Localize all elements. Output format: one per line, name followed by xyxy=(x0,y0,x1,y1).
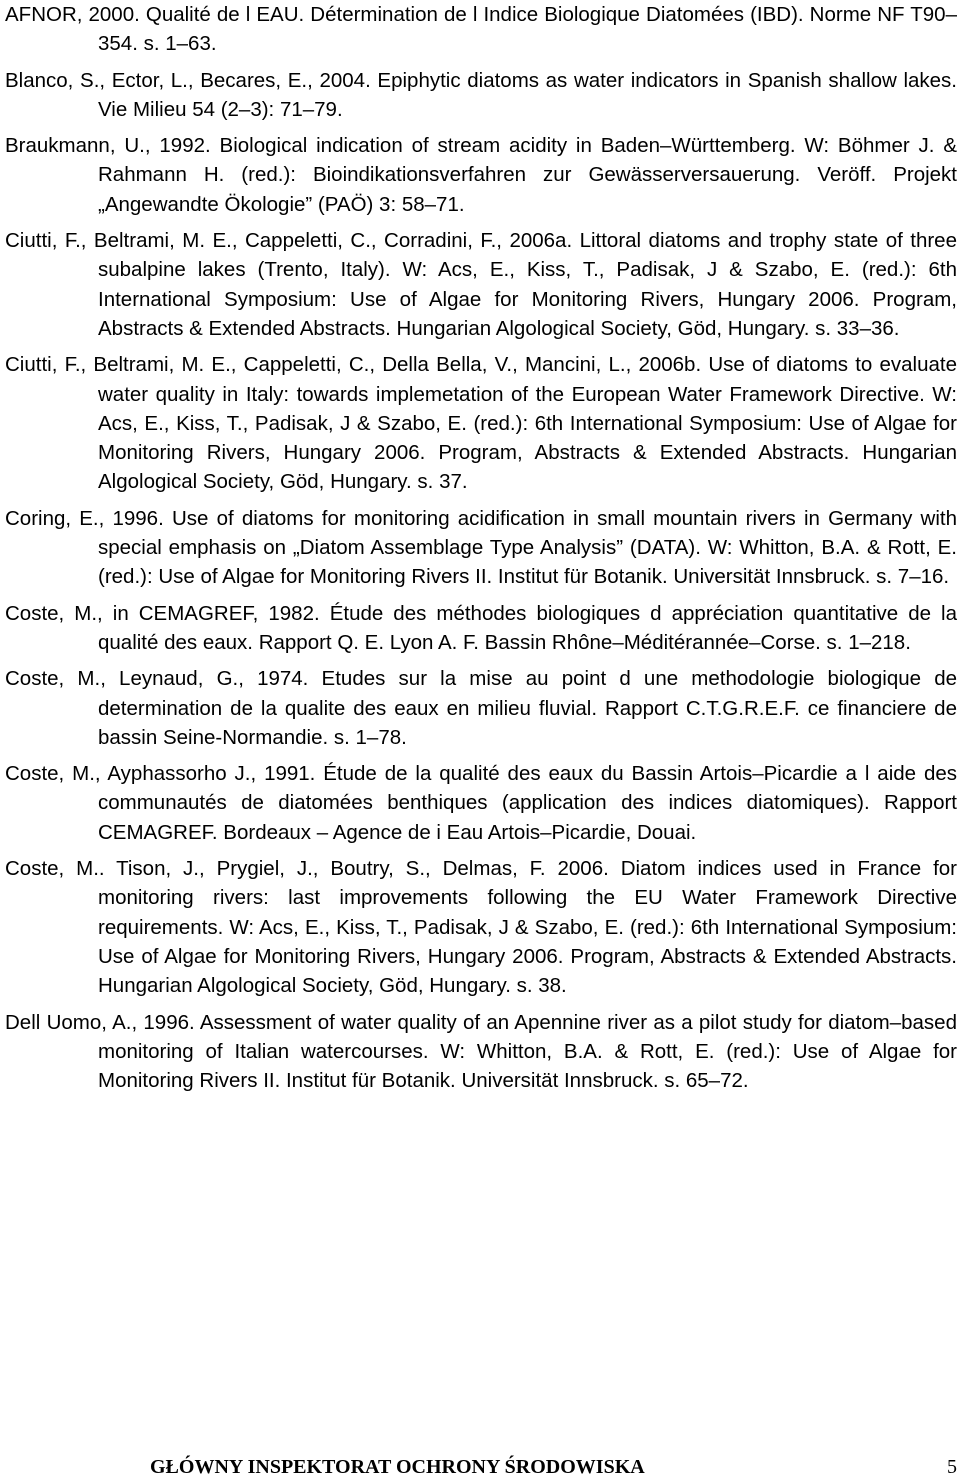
reference-coste-1991: Coste, M., Ayphassorho J., 1991. Étude de la qualité des eaux du Bassin Artois–Picardie a l aide des communautés de diatomées benthiques (application des indices diatomiques). Rapport CEMAGREF. Bordeaux – Agence de i Eau Artois–Picardie, Douai. xyxy=(5,762,957,844)
reference-ciutti-2006a: Ciutti, F., Beltrami, M. E., Cappeletti, C., Corradini, F., 2006a. Littoral diatoms and trophy state of three subalpine lakes (Trento, Italy). W: Acs, E., Kiss, T., Padisak, J & Szabo, E. (red.): 6th International Symposium: Use of Algae for Monitoring Rivers, Hungary 2006. Program, Abstracts & Extended Abstracts. Hungarian Algological Society, Göd, Hungary. s. 33–36. xyxy=(5,229,957,340)
reference-afnor-2000: AFNOR, 2000. Qualité de l EAU. Détermination de l Indice Biologique Diatomées (IBD). Norme NF T90–354. s. 1–63. xyxy=(5,3,957,56)
reference-list xyxy=(5,0,957,1095)
footer-institution-title: GŁÓWNY INSPEKTORAT OCHRONY ŚRODOWISKA xyxy=(150,1456,645,1478)
reference-coste-1982: Coste, M., in CEMAGREF, 1982. Étude des méthodes biologiques d appréciation quantitative de la qualité des eaux. Rapport Q. E. Lyon A. F. Bassin Rhône–Méditérannée–Corse. s. 1–218. xyxy=(5,601,957,654)
reference-coste-1974: Coste, M., Leynaud, G., 1974. Etudes sur la mise au point d une methodologie biologique de determination de la qualite des eaux en milieu fluvial. Rapport C.T.G.R.E.F. ce financiere de bassin Seine-Normandie. s. 1–78. xyxy=(5,667,957,749)
reference-blanco-2004: Blanco, S., Ector, L., Becares, E., 2004. Epiphytic diatoms as water indicators in Spanish shallow lakes. Vie Milieu 54 (2–3): 71–79. xyxy=(5,68,957,121)
page-footer xyxy=(0,1452,957,1482)
page-number: 5 xyxy=(947,1456,957,1478)
reference-ciutti-2006b: Ciutti, F., Beltrami, M. E., Cappeletti, C., Della Bella, V., Mancini, L., 2006b. Use of diatoms to evaluate water quality in Italy: towards implemetation of the European Water Framework Directive. W: Acs, E., Kiss, T., Padisak, J & Szabo, E. (red.): 6th International Symposium: Use of Algae for Monitoring Rivers, Hungary 2006. Program, Abstracts & Extended Abstracts. Hungarian Algological Society, Göd, Hungary. s. 37. xyxy=(5,353,957,494)
reference-coste-2006: Coste, M.. Tison, J., Prygiel, J., Boutry, S., Delmas, F. 2006. Diatom indices used in France for monitoring rivers: last improvements following the EU Water Framework Directive requirements. W: Acs, E., Kiss, T., Padisak, J & Szabo, E. (red.): 6th International Symposium: Use of Algae for Monitoring Rivers, Hungary 2006. Program, Abstracts & Extended Abstracts. Hungarian Algological Society, Göd, Hungary. s. 38. xyxy=(5,857,957,998)
reference-braukmann-1992: Braukmann, U., 1992. Biological indication of stream acidity in Baden–Württemberg. W: Böhmer J. & Rahmann H. (red.): Bioindikationsverfahren zur Gewässerversauerung. Veröff. Projekt „Angewandte Ökologie” (PAÖ) 3: 58–71. xyxy=(5,134,957,216)
reference-delluomo-1996: Dell Uomo, A., 1996. Assessment of water quality of an Apennine river as a pilot study for diatom–based monitoring of Italian watercourses. W: Whitton, B.A. & Rott, E. (red.): Use of Algae for Monitoring Rivers II. Institut für Botanik. Universität Innsbruck. s. 65–72. xyxy=(5,1010,957,1093)
reference-coring-1996: Coring, E., 1996. Use of diatoms for monitoring acidification in small mountain rivers in Germany with special emphasis on „Diatom Assemblage Type Analysis” (DATA). W: Whitton, B.A. & Rott, E. (red.): Use of Algae for Monitoring Rivers II. Institut für Botanik. Universität Innsbruck. s. 7–16. xyxy=(5,506,957,589)
